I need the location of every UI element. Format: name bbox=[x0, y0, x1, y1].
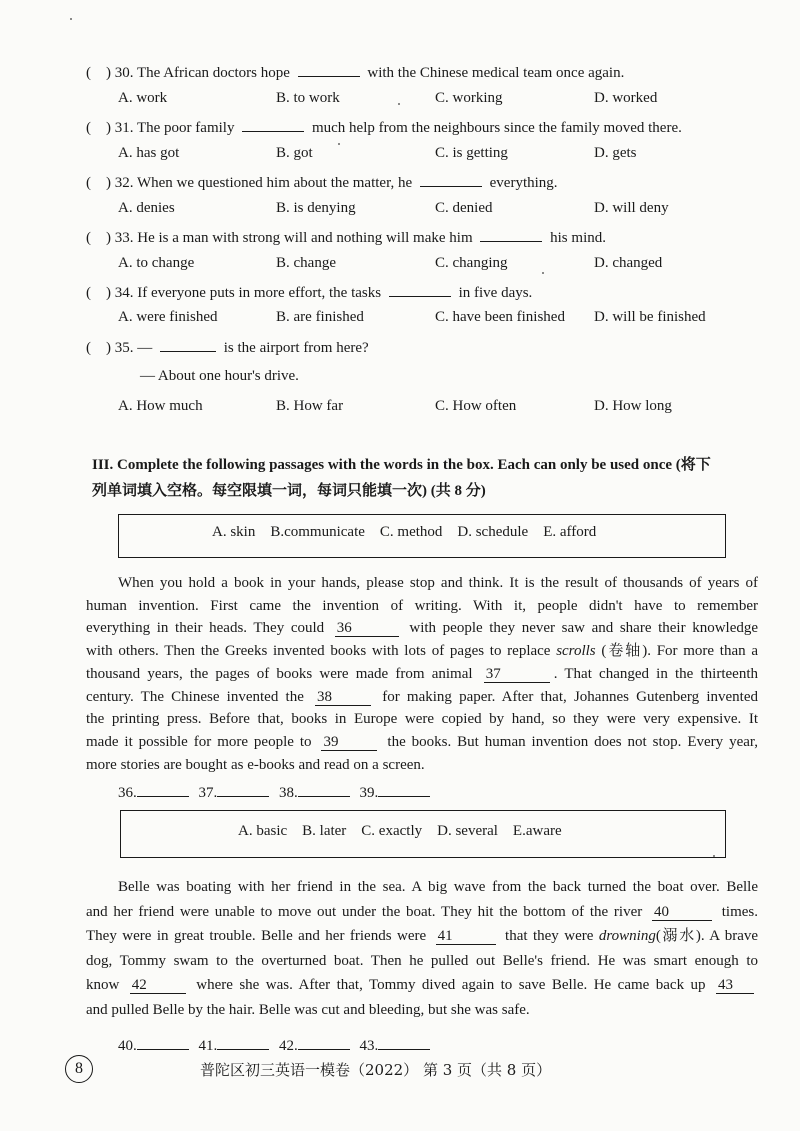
option-d[interactable]: D. gets bbox=[594, 145, 637, 161]
blank-42[interactable]: 42 bbox=[130, 977, 186, 994]
question-stem-before: If everyone puts in more effort, the tasks bbox=[137, 285, 382, 301]
option-b[interactable]: B. is denying bbox=[276, 200, 356, 216]
answer-line-2 bbox=[118, 1035, 436, 1055]
option-c[interactable]: C. working bbox=[435, 90, 503, 106]
question-34: ( ) 34. If everyone puts in more effort, the tasks in five days. bbox=[86, 282, 532, 302]
option-d[interactable]: D. will be finished bbox=[594, 309, 706, 325]
passage-2 bbox=[86, 875, 758, 1022]
answer-label: 37. bbox=[198, 785, 218, 801]
option-c[interactable]: C. changing bbox=[435, 255, 508, 271]
question-blank[interactable] bbox=[160, 337, 216, 352]
answer-blank-42[interactable] bbox=[298, 1035, 350, 1050]
question-30: ( ) 30. The African doctors hope with the Chinese medical team once again. bbox=[86, 62, 624, 82]
question-number: 32 bbox=[114, 175, 130, 191]
answer-line-1 bbox=[118, 782, 436, 802]
passage-line: human invention. First came the invention of writing. With it, people didn't have to remember bbox=[86, 597, 758, 614]
answer-label: 43. bbox=[359, 1038, 379, 1054]
blank-38[interactable]: 38 bbox=[315, 689, 371, 706]
option-a[interactable]: A. were finished bbox=[118, 309, 218, 325]
passage-line: with others. Then the Greeks invented books with lots of pages to replace scrolls (卷轴). For more than a bbox=[86, 643, 759, 660]
question-stem-before: The African doctors hope bbox=[136, 65, 290, 81]
answer-blank-37[interactable] bbox=[217, 782, 269, 797]
answer-label: 40. bbox=[118, 1038, 137, 1054]
passage-line: the printing press. Before that, books in Europe were copied by hand, so they were very expensive. It bbox=[86, 711, 758, 728]
question-number: 33 bbox=[114, 230, 130, 246]
blank-37[interactable]: 37 bbox=[484, 666, 550, 683]
section-heading-line1: III. Complete the following passages with the words in the box. Each can only be used once (将下 bbox=[92, 457, 711, 473]
section-heading-line2: 列单词填入空格。每空限填一词，每词只能填一次) (共 8 分) bbox=[92, 483, 486, 499]
scan-speck bbox=[713, 855, 715, 857]
answer-paren[interactable]: ( ) bbox=[86, 340, 111, 356]
answer-blank-38[interactable] bbox=[298, 782, 350, 797]
option-d[interactable]: D. changed bbox=[594, 255, 663, 271]
question-stem-after: in five days. bbox=[458, 285, 533, 301]
question-stem-before: He is a man with strong will and nothing will make him bbox=[137, 230, 473, 246]
option-a[interactable]: A. denies bbox=[118, 200, 175, 216]
option-b[interactable]: B. How far bbox=[276, 398, 344, 414]
passage-line: When you hold a book in your hands, please stop and think. It is the result of thousands of years of bbox=[118, 575, 758, 591]
option-b[interactable]: B. got bbox=[276, 145, 313, 161]
blank-39[interactable]: 39 bbox=[321, 734, 377, 751]
question-blank[interactable] bbox=[298, 62, 360, 77]
question-number: 31 bbox=[114, 120, 130, 136]
option-c[interactable]: C. denied bbox=[435, 200, 493, 216]
word-box-1-words: A. skin B.communicate C. method D. schedule E. afford bbox=[212, 524, 597, 540]
question-stem-before: When we questioned him about the matter, he bbox=[136, 175, 413, 191]
blank-41[interactable]: 41 bbox=[436, 928, 496, 945]
answer-paren[interactable]: ( ) bbox=[86, 285, 111, 301]
passage-line: everything in their heads. They could 36 with people they never saw and share their knowledge bbox=[86, 620, 759, 637]
option-c[interactable]: C. How often bbox=[435, 398, 517, 414]
option-d[interactable]: D. How long bbox=[594, 398, 672, 414]
answer-label: 42. bbox=[279, 1038, 298, 1054]
option-d[interactable]: D. worked bbox=[594, 90, 658, 106]
question-blank[interactable] bbox=[242, 117, 304, 132]
question-31: ( ) 31. The poor family much help from the neighbours since the family moved there. bbox=[86, 117, 682, 137]
word-box-2-words: A. basic B. later C. exactly D. several E.aware bbox=[238, 823, 562, 839]
dialogue-reply: — About one hour's drive. bbox=[140, 368, 299, 384]
blank-36[interactable]: 36 bbox=[335, 620, 399, 637]
question-stem-after: is the airport from here? bbox=[223, 340, 369, 356]
question-stem-after: his mind. bbox=[550, 230, 606, 246]
passage-line: and pulled Belle by the hair. Belle was cut and bleeding, but she was safe. bbox=[86, 1001, 530, 1018]
option-a[interactable]: A. work bbox=[118, 90, 168, 106]
option-d[interactable]: D. will deny bbox=[594, 200, 669, 216]
passage-line: dog, Tommy swam to the overturned boat. Then he pulled out Belle's friend. He was smart enough to bbox=[86, 952, 758, 969]
answer-label: 36. bbox=[118, 785, 137, 801]
page-number-circle: 8 bbox=[65, 1055, 93, 1083]
option-c[interactable]: C. is getting bbox=[435, 145, 508, 161]
answer-paren[interactable]: ( ) bbox=[86, 175, 111, 191]
passage-line: made it possible for more people to 39 the books. But human invention does not stop. Every year, bbox=[86, 733, 759, 750]
question-stem-before: The poor family bbox=[136, 120, 235, 136]
scan-speck bbox=[398, 103, 400, 105]
passage-line: thousand years, the pages of books were made from animal 37 . That changed in the thirteenth bbox=[86, 665, 758, 682]
question-stem-after: with the Chinese medical team once again. bbox=[367, 65, 625, 81]
blank-43[interactable]: 43 bbox=[716, 977, 754, 994]
question-32: ( ) 32. When we questioned him about the matter, he everything. bbox=[86, 172, 558, 192]
answer-paren[interactable]: ( ) bbox=[86, 230, 111, 246]
answer-paren[interactable]: ( ) bbox=[86, 65, 111, 81]
question-number: 34 bbox=[114, 285, 130, 301]
blank-40[interactable]: 40 bbox=[652, 904, 712, 921]
question-blank[interactable] bbox=[420, 172, 482, 187]
scan-speck bbox=[338, 143, 340, 145]
question-number: 35 bbox=[114, 340, 130, 356]
passage-line: know 42 where she was. After that, Tommy dived again to save Belle. He came back up 43 bbox=[86, 973, 758, 998]
passage-line: Belle was boating with her friend in the sea. A big wave from the back turned the boat over. Belle bbox=[118, 879, 758, 895]
question-blank[interactable] bbox=[389, 282, 451, 297]
option-b[interactable]: B. to work bbox=[276, 90, 340, 106]
question-stem-after: much help from the neighbours since the family moved there. bbox=[311, 120, 682, 136]
answer-label: 41. bbox=[198, 1038, 218, 1054]
passage-line: more stories are bought as e-books and read on a screen. bbox=[86, 756, 425, 773]
passage-line: century. The Chinese invented the 38 for making paper. After that, Johannes Gutenberg invented bbox=[86, 688, 758, 705]
passage-1 bbox=[86, 572, 758, 776]
passage-line: and her friend were unable to move out under the boat. They hit the bottom of the river 40 times. bbox=[86, 903, 758, 920]
answer-blank-41[interactable] bbox=[217, 1035, 269, 1050]
question-blank[interactable] bbox=[480, 227, 542, 242]
question-stem-after: everything. bbox=[489, 175, 558, 191]
answer-blank-39[interactable] bbox=[378, 782, 430, 797]
option-a[interactable]: A. to change bbox=[118, 255, 195, 271]
answer-blank-36[interactable] bbox=[137, 782, 189, 797]
answer-paren[interactable]: ( ) bbox=[86, 120, 111, 136]
footer-text: 普陀区初三英语一模卷（2022） 第 3 页（共 8 页） bbox=[200, 1061, 552, 1079]
question-stem-before: — bbox=[137, 340, 153, 356]
question-35: ( ) 35. — is the airport from here? bbox=[86, 337, 369, 357]
passage-line: They were in great trouble. Belle and her friends were 41 that they were drowning(溺水). A brave bbox=[86, 928, 759, 944]
option-a[interactable]: A. has got bbox=[118, 145, 180, 161]
answer-blank-43[interactable] bbox=[378, 1035, 430, 1050]
option-b[interactable]: B. are finished bbox=[276, 309, 364, 325]
scan-speck bbox=[542, 272, 544, 274]
question-number: 30 bbox=[114, 65, 130, 81]
option-c[interactable]: C. have been finished bbox=[435, 309, 565, 325]
answer-label: 39. bbox=[359, 785, 379, 801]
option-a[interactable]: A. How much bbox=[118, 398, 203, 414]
answer-label: 38. bbox=[279, 785, 298, 801]
question-33: ( ) 33. He is a man with strong will and nothing will make him his mind. bbox=[86, 227, 606, 247]
option-b[interactable]: B. change bbox=[276, 255, 336, 271]
answer-blank-40[interactable] bbox=[137, 1035, 189, 1050]
scan-speck bbox=[70, 18, 72, 20]
